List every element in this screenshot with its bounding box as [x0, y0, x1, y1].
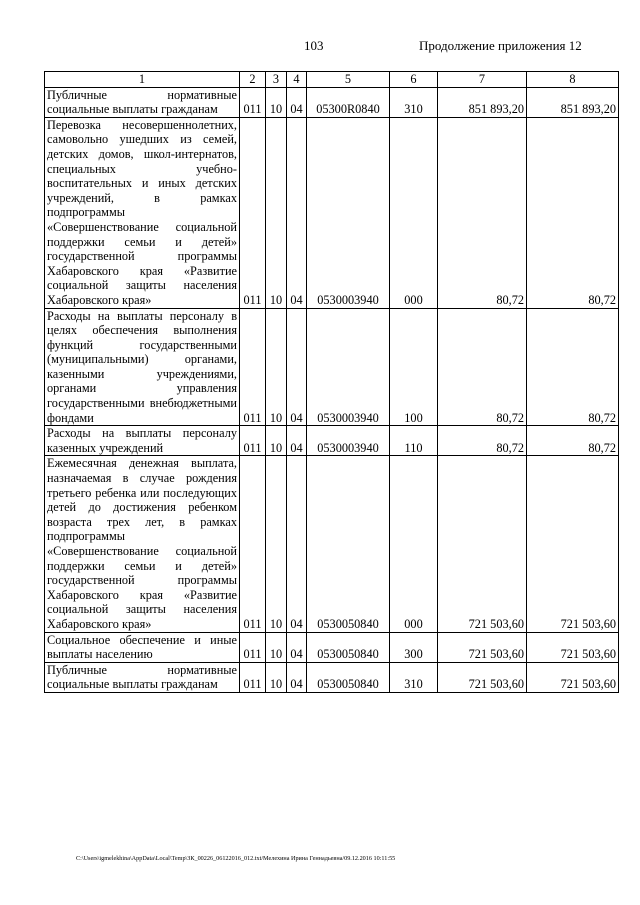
- expense-type-cell: 110: [390, 426, 438, 456]
- amount-cell: 721 503,60: [527, 632, 619, 662]
- target-article-cell: 0530003940: [307, 117, 390, 308]
- gov-code-cell: 011: [240, 632, 266, 662]
- page-number: 103: [304, 38, 324, 53]
- row-name-cell: Публичные нормативные социальные выплаты гражданам: [45, 87, 240, 117]
- amount-cell: 721 503,60: [527, 662, 619, 692]
- gov-code-cell: 011: [240, 308, 266, 426]
- amount-cell: 721 503,60: [438, 456, 527, 632]
- amount-cell: 721 503,60: [438, 632, 527, 662]
- section-cell: 10: [266, 426, 287, 456]
- subsection-cell: 04: [287, 87, 307, 117]
- subsection-cell: 04: [287, 426, 307, 456]
- column-header: 5: [307, 72, 390, 88]
- expense-type-cell: 300: [390, 632, 438, 662]
- amount-cell: 80,72: [438, 117, 527, 308]
- table-row: [45, 632, 619, 662]
- amount-cell: 851 893,20: [527, 87, 619, 117]
- target-article-cell: 0530050840: [307, 632, 390, 662]
- gov-code-cell: 011: [240, 456, 266, 632]
- amount-cell: 80,72: [527, 426, 619, 456]
- gov-code-cell: 011: [240, 662, 266, 692]
- gov-code-cell: 011: [240, 426, 266, 456]
- expense-type-cell: 000: [390, 117, 438, 308]
- subsection-cell: 04: [287, 308, 307, 426]
- column-header: 1: [45, 72, 240, 88]
- section-cell: 10: [266, 308, 287, 426]
- table-row: [45, 308, 619, 426]
- amount-cell: 721 503,60: [527, 456, 619, 632]
- target-article-cell: 0530050840: [307, 662, 390, 692]
- table-row: [45, 456, 619, 632]
- table-header-row: [45, 72, 619, 88]
- column-header: 6: [390, 72, 438, 88]
- table-row: [45, 117, 619, 308]
- subsection-cell: 04: [287, 662, 307, 692]
- row-name-cell: Ежемесячная денежная выплата, назначаемая в случае рождения третьего ребенка или последующих детей до достижения ребенком возраста трех лет, в рамках подпрограммы «Совершенствование социальной поддержки семьи и детей» государственной программы Хабаровского края «Развитие социальной защиты населения Хабаровского края»: [45, 456, 240, 632]
- target-article-cell: 0530003940: [307, 308, 390, 426]
- section-cell: 10: [266, 632, 287, 662]
- subsection-cell: 04: [287, 117, 307, 308]
- row-name-cell: Публичные нормативные социальные выплаты гражданам: [45, 662, 240, 692]
- expense-type-cell: 310: [390, 662, 438, 692]
- amount-cell: 80,72: [438, 308, 527, 426]
- table-row: [45, 662, 619, 692]
- expense-type-cell: 100: [390, 308, 438, 426]
- column-header: 8: [527, 72, 619, 88]
- section-cell: 10: [266, 87, 287, 117]
- budget-table: [44, 71, 619, 693]
- subsection-cell: 04: [287, 632, 307, 662]
- target-article-cell: 0530003940: [307, 426, 390, 456]
- expense-type-cell: 000: [390, 456, 438, 632]
- row-name-cell: Социальное обеспечение и иные выплаты населению: [45, 632, 240, 662]
- amount-cell: 80,72: [527, 308, 619, 426]
- file-path-footer: C:\Users\igmelekhina\AppData\Local\Temp\ЗК_00226_06122016_012.txt/Мелехина Ирина Геннадьевна/09.12.2016 10:11:55: [76, 855, 396, 862]
- continuation-title: Продолжение приложения 12: [419, 38, 582, 53]
- section-cell: 10: [266, 117, 287, 308]
- amount-cell: 851 893,20: [438, 87, 527, 117]
- gov-code-cell: 011: [240, 117, 266, 308]
- column-header: 7: [438, 72, 527, 88]
- subsection-cell: 04: [287, 456, 307, 632]
- amount-cell: 80,72: [527, 117, 619, 308]
- section-cell: 10: [266, 456, 287, 632]
- row-name-cell: Расходы на выплаты персоналу в целях обеспечения выполнения функций государственными (муниципальными) органами, казенными учреждениями, органами управления государственными внебюджетными фондами: [45, 308, 240, 426]
- target-article-cell: 05300R0840: [307, 87, 390, 117]
- amount-cell: 80,72: [438, 426, 527, 456]
- row-name-cell: Перевозка несовершеннолетних, самовольно ушедших из семей, детских домов, школ-интернатов, специальных учебно-воспитательных и иных детских учреждений, в рамках подпрограммы «Совершенствование социальной поддержки семьи и детей» государственной программы Хабаровского края «Развитие социальной защиты населения Хабаровского края»: [45, 117, 240, 308]
- target-article-cell: 0530050840: [307, 456, 390, 632]
- column-header: 4: [287, 72, 307, 88]
- row-name-cell: Расходы на выплаты персоналу казенных учреждений: [45, 426, 240, 456]
- amount-cell: 721 503,60: [438, 662, 527, 692]
- expense-type-cell: 310: [390, 87, 438, 117]
- section-cell: 10: [266, 662, 287, 692]
- column-header: 2: [240, 72, 266, 88]
- column-header: 3: [266, 72, 287, 88]
- gov-code-cell: 011: [240, 87, 266, 117]
- table-body: [45, 72, 619, 693]
- table-row: [45, 426, 619, 456]
- table-row: [45, 87, 619, 117]
